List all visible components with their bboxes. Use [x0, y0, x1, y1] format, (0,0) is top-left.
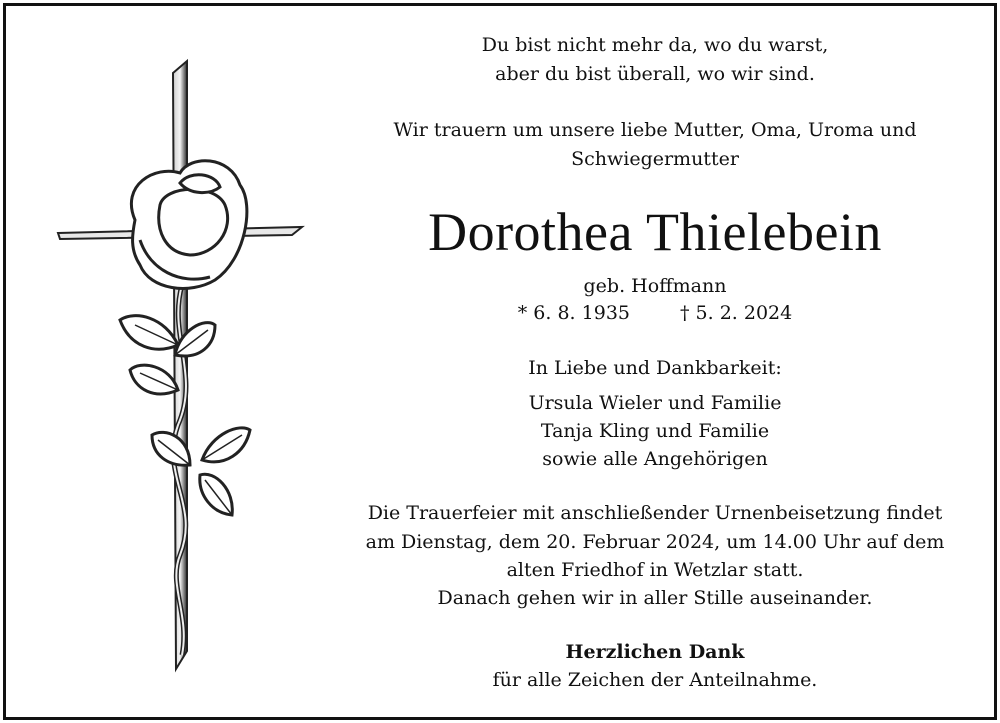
- birth-date: * 6. 8. 1935: [517, 302, 630, 324]
- death-date: † 5. 2. 2024: [680, 302, 793, 324]
- ceremony-line: alten Friedhof in Wetzlar statt.: [506, 559, 804, 581]
- ceremony-line: Die Trauerfeier mit anschließender Urnenbeisetzung findet: [367, 502, 943, 524]
- mourner-name: Ursula Wieler und Familie: [528, 392, 782, 414]
- mourner-name: Tanja Kling und Familie: [540, 420, 770, 442]
- ceremony-line: am Dienstag, dem 20. Februar 2024, um 14.00 Uhr auf dem: [365, 531, 945, 553]
- thanks-heading: Herzlichen Dank: [565, 641, 745, 663]
- deceased-name: Dorothea Thielebein: [428, 202, 882, 262]
- maiden-name: geb. Hoffmann: [583, 275, 727, 297]
- thanks-line: für alle Zeichen der Anteilnahme.: [492, 669, 818, 691]
- mourner-name: sowie alle Angehörigen: [542, 448, 768, 470]
- ceremony-line: Danach gehen wir in aller Stille auseinander.: [437, 587, 873, 609]
- quote-line-1: Du bist nicht mehr da, wo du warst,: [481, 34, 829, 56]
- mourners-heading: In Liebe und Dankbarkeit:: [528, 357, 782, 379]
- cross-with-rose-icon: [40, 55, 320, 675]
- intro-line-2: Schwiegermutter: [571, 148, 739, 170]
- life-dates: [518, 299, 792, 328]
- quote-line-2: aber du bist überall, wo wir sind.: [495, 63, 815, 85]
- intro-line-1: Wir trauern um unsere liebe Mutter, Oma, Uroma und: [393, 119, 917, 141]
